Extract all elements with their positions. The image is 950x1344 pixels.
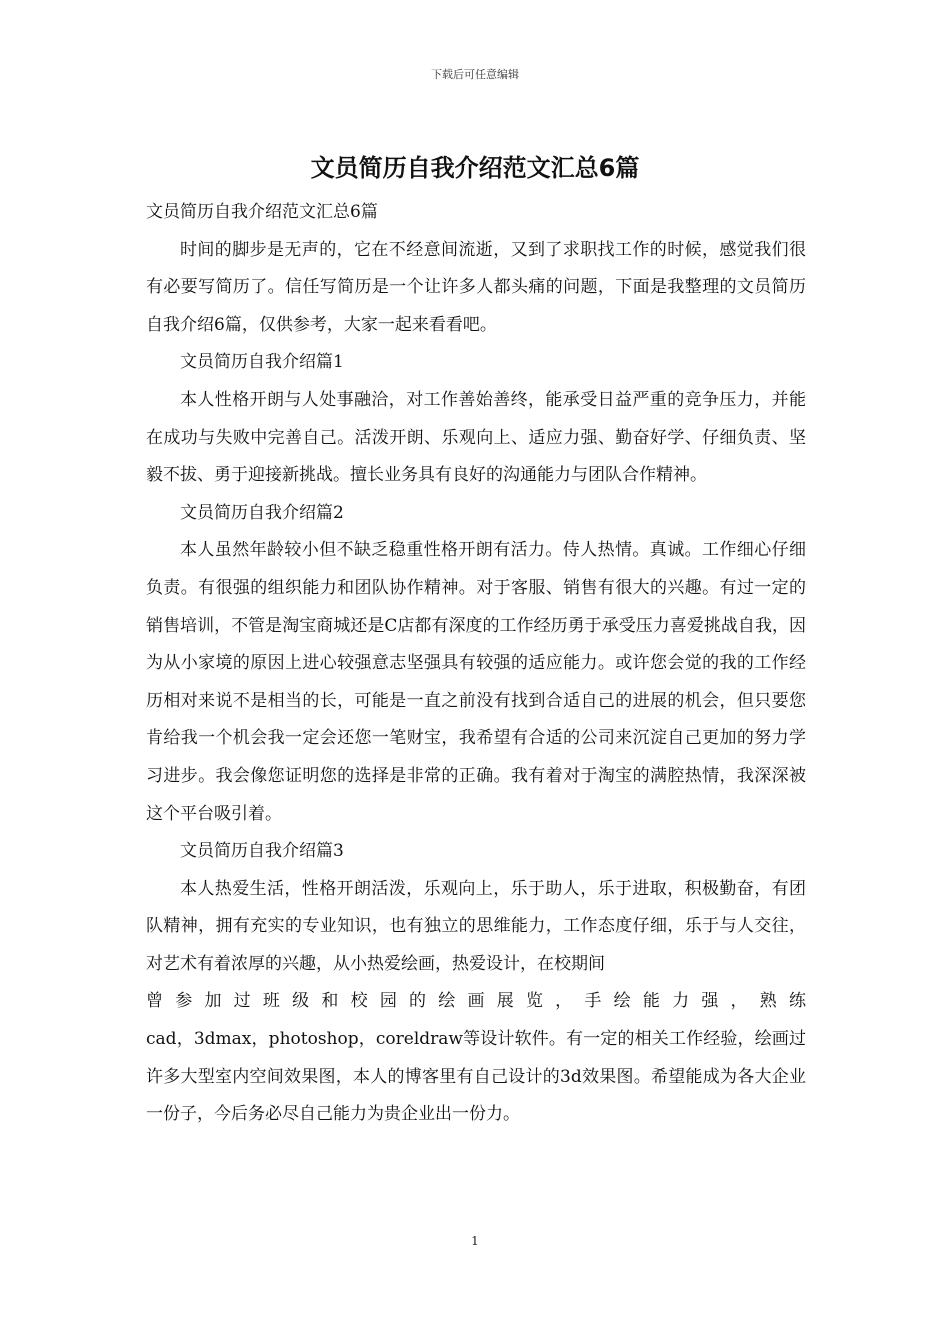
section-3-paragraph-part-3: cad，3dmax，photoshop，coreldraw等设计软件。有一定的相关工作经验，绘画过许多大型室内空间效果图，本人的博客里有自己设计的3d效果图。希望能成为各大企业一份子，今后务必尽自己能力为贵企业出一份力。 <box>146 1029 806 1125</box>
intro-paragraph: 时间的脚步是无声的，它在不经意间流逝，又到了求职找工作的时候，感觉我们很有必要写简历了。信任写简历是一个让许多人都头痛的问题，下面是我整理的文员简历自我介绍6篇，仅供参考，大家一起来看看吧。 <box>146 239 806 335</box>
document-title: 文员简历自我介绍范文汇总6篇 <box>310 154 640 182</box>
section-3-heading: 文员简历自我介绍篇3 <box>180 841 344 862</box>
section-2-paragraph: 本人虽然年龄较小但不缺乏稳重性格开朗有活力。侍人热情。真诚。工作细心仔细负责。有很强的组织能力和团队协作精神。对于客服、销售有很大的兴趣。有过一定的销售培训，不管是淘宝商城还是C店都有深度的工作经历勇于承受压力喜爱挑战自我，因为从小家境的原因上进心较强意志坚强具有较强的适应能力。或许您会觉的我的工作经历相对来说不是相当的长，可能是一直之前没有找到合适自己的进展的机会，但只要您肯给我一个机会我一定会还您一笔财宝，我希望有合适的公司来沉淀自己更加的努力学习进步。我会像您证明您的选择是非常的正确。我有着对于淘宝的满腔热情，我深深被这个平台吸引着。 <box>146 540 806 824</box>
section-3-paragraph-part-1: 本人热爱生活，性格开朗活泼，乐观向上，乐于助人，乐于进取，积极勤奋，有团队精神，拥有充实的专业知识，也有独立的思维能力，工作态度仔细，乐于与人交往，对艺术有着浓厚的兴趣，从小热爱绘画，热爱设计，在校期间 <box>146 878 806 974</box>
section-2-heading: 文员简历自我介绍篇2 <box>180 502 344 523</box>
section-3-paragraph-part-2: 曾参加过班级和校园的绘画展览，手绘能力强，熟练 <box>146 991 806 1012</box>
header-note: 下载后可任意编辑 <box>431 68 519 81</box>
page-number: 1 <box>471 1234 479 1248</box>
section-1-paragraph: 本人性格开朗与人处事融洽，对工作善始善终，能承受日益严重的竞争压力，并能在成功与失败中完善自己。活泼开朗、乐观向上、适应力强、勤奋好学、仔细负责、坚毅不拔、勇于迎接新挑战。擅长业务具有良好的沟通能力与团队合作精神。 <box>146 389 806 486</box>
section-1-heading: 文员简历自我介绍篇1 <box>180 352 344 373</box>
subtitle-line: 文员简历自我介绍范文汇总6篇 <box>146 202 378 222</box>
document-body <box>146 194 806 1134</box>
